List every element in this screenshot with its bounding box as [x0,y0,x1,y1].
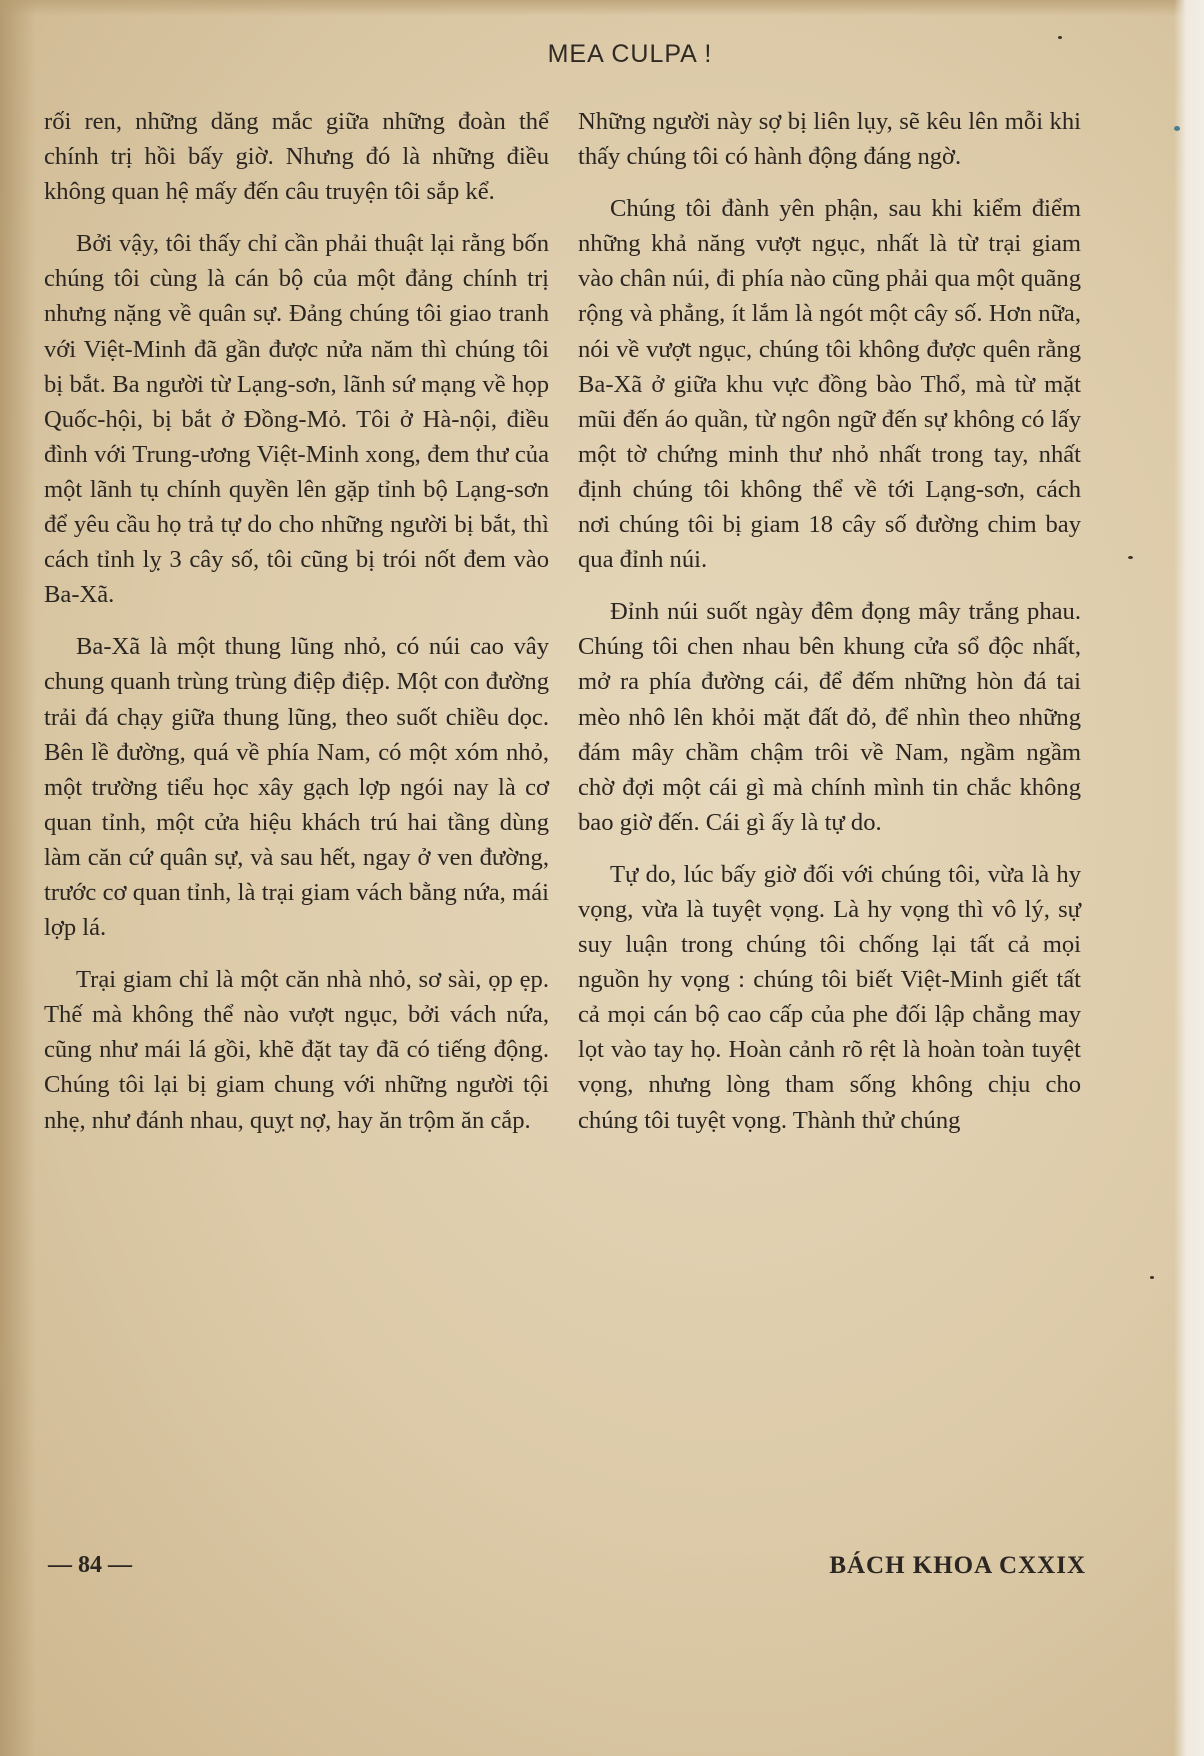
left-paragraph-1: rối ren, những dăng mắc giữa những đoàn thể chính trị hồi bấy giờ. Nhưng đó là những điều không quan hệ mấy đến câu truyện tôi sắp kể. [44,108,549,206]
right-paragraph-1: Những người này sợ bị liên lụy, sẽ kêu lên mỗi khi thấy chúng tôi có hành động đáng ngờ. [578,108,1081,171]
right-paragraph-3: Đỉnh núi suốt ngày đêm đọng mây trắng phau. Chúng tôi chen nhau bên khung cửa sổ độc nhất, mở ra phía đường cái, để đếm những hòn đá tai mèo nhô lên khỏi mặt đất đỏ, để nhìn theo những đám mây chầm chậm trôi về Nam, ngầm ngầm chờ đợi một cái gì mà chính mình tin chắc không bao giờ đến. Cái gì ấy là tự do. [578,598,1081,836]
paper-binding-shadow [0,0,36,1756]
publication-footer: BÁCH KHOA CXXIX [829,1552,1086,1579]
ink-speck [1174,126,1180,131]
left-paragraph-2: Bởi vậy, tôi thấy chỉ cần phải thuật lại rằng bốn chúng tôi cùng là cán bộ của một đảng chính trị nhưng nặng về quân sự. Đảng chúng tôi giao tranh với Việt-Minh đã gần được nửa năm thì chúng tôi bị bắt. Ba người từ Lạng-sơn, lãnh sứ mạng về họp Quốc-hội, bị bắt ở Đồng-Mỏ. Tôi ở Hà-nội, điều đình với Trung-ương Việt-Minh xong, đem thư của một lãnh tụ chính quyền lên gặp tỉnh bộ Lạng-sơn để yêu cầu họ trả tự do cho những người bị bắt, thì cách tỉnh lỵ 3 cây số, tôi cũng bị trói nốt đem vào Ba-Xã. [44,230,549,609]
left-paragraph-4: Trại giam chỉ là một căn nhà nhỏ, sơ sài, ọp ẹp. Thế mà không thể nào vượt ngục, bởi vách nứa, cũng như mái lá gồi, khẽ đặt tay đã có tiếng động. Chúng tôi lại bị giam chung với những người tội nhẹ, như đánh nhau, quỵt nợ, hay ăn trộm ăn cắp. [44,966,549,1134]
running-header: MEA CULPA ! [547,40,713,68]
right-paragraph-4: Tự do, lúc bấy giờ đối với chúng tôi, vừa là hy vọng, vừa là tuyệt vọng. Là hy vọng thì vô lý, sự suy luận trong chúng tôi chống lại tất cả mọi nguồn hy vọng : chúng tôi biết Việt-Minh giết tất cả mọi cán bộ cao cấp của phe đối lập chẳng may lọt vào tay họ. Hoàn cảnh rõ rệt là hoàn toàn tuyệt vọng, nhưng lòng tham sống không chịu cho chúng tôi tuyệt vọng. Thành thử chúng [578,860,1081,1134]
ink-speck [1128,556,1133,559]
paper-right-margin [1174,0,1204,1756]
ink-speck [1058,36,1062,39]
left-text-column [44,104,549,1155]
right-text-column [578,104,1081,1155]
page-number: — 84 — [48,1552,132,1578]
ink-speck [1150,1276,1154,1279]
right-paragraph-2: Chúng tôi đành yên phận, sau khi kiểm điểm những khả năng vượt ngục, nhất là từ trại giam vào chân núi, đi phía nào cũng phải qua một quãng rộng và phẳng, ít lắm là ngót một cây số. Hơn nữa, nói về vượt ngục, chúng tôi không được quên rằng Ba-Xã ở giữa khu vực đồng bào Thổ, mà từ mặt mũi đến áo quần, từ ngôn ngữ đến sự không có lấy một tờ chứng minh thư nhỏ nhất trong tay, nhất định chúng tôi không thể về tới Lạng-sơn, cách nơi chúng tôi bị giam 18 cây số đường chim bay qua đỉnh núi. [578,195,1081,574]
paper-top-edge [0,0,1204,16]
left-paragraph-3: Ba-Xã là một thung lũng nhỏ, có núi cao vây chung quanh trùng trùng điệp điệp. Một con đường trải đá chạy giữa thung lũng, theo suốt chiều dọc. Bên lề đường, quá về phía Nam, có một xóm nhỏ, một trường tiểu học xây gạch lợp ngói nay là cơ quan tỉnh, một cửa hiệu khách trú hai tầng dùng làm căn cứ quân sự, và sau hết, ngay ở ven đường, trước cơ quan tỉnh, là trại giam vách bằng nứa, mái lợp lá. [44,633,549,942]
